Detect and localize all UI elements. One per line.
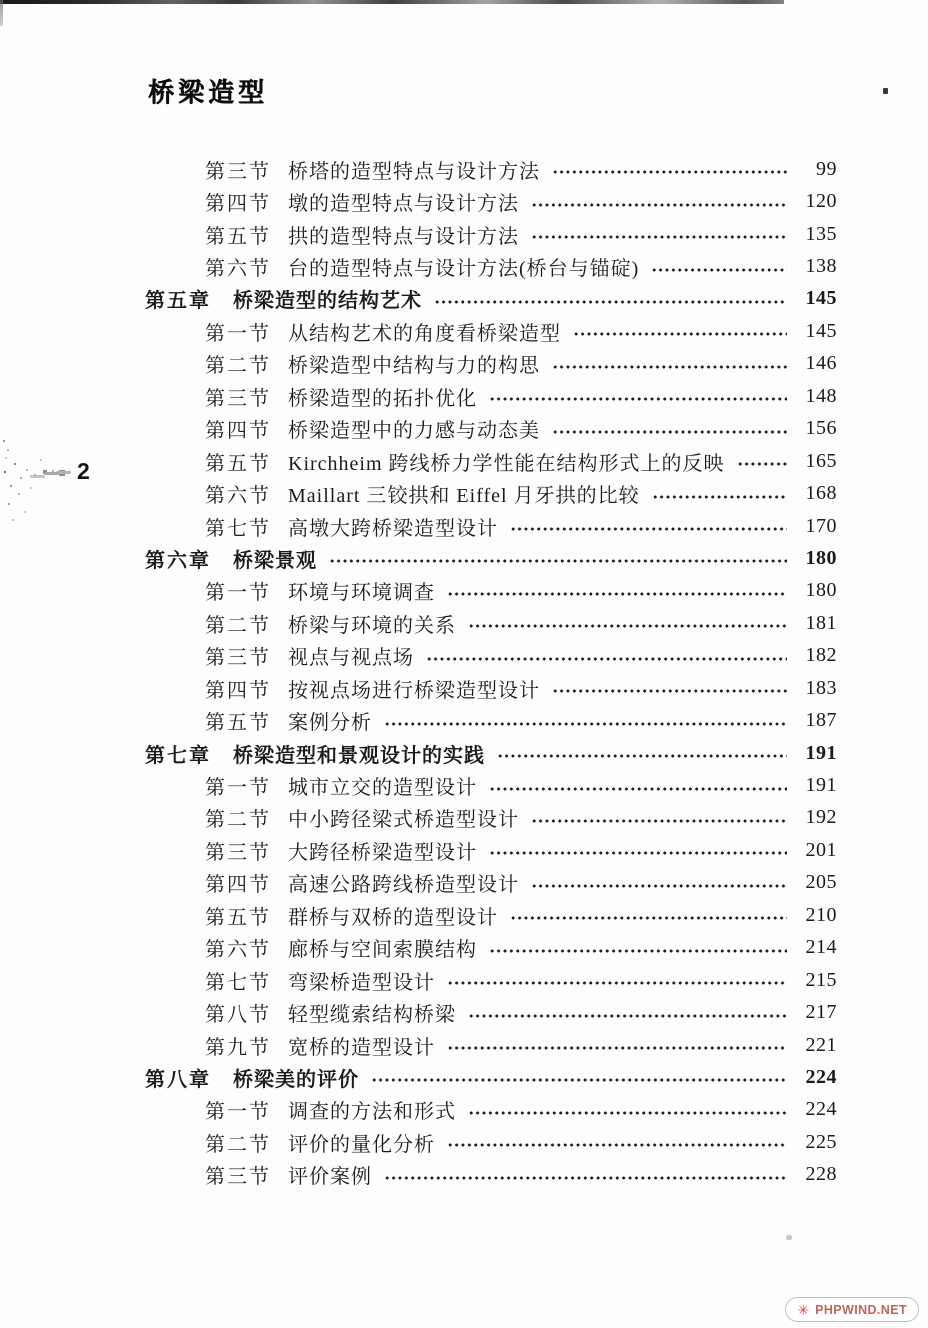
toc-entry-label: 第一节 — [205, 582, 271, 605]
toc-entry-label: 第二节 — [205, 355, 271, 378]
toc-entry-dot-leader — [489, 395, 787, 403]
toc-entry-page: 182 — [805, 644, 837, 667]
toc-entry — [145, 510, 837, 542]
toc-entry-page: 210 — [805, 903, 837, 926]
toc-entry — [145, 153, 837, 185]
toc-entry-label: 第二节 — [205, 614, 271, 637]
toc-entry-dot-leader — [552, 687, 787, 695]
scan-artifact-left-sliver — [0, 0, 3, 26]
toc-entry-label: 第四节 — [205, 193, 271, 216]
toc-entry-dot-leader — [531, 233, 787, 241]
toc-entry-page: 215 — [805, 968, 837, 991]
toc-entry-title: 桥梁造型和景观设计的实践 — [233, 744, 485, 767]
toc-entry-page: 191 — [805, 774, 837, 797]
toc-entry-page: 135 — [805, 222, 837, 245]
toc-entry-title: 桥梁美的评价 — [233, 1068, 359, 1091]
toc-entry-title: 桥梁景观 — [233, 549, 317, 572]
toc-entry-label: 第八节 — [205, 1004, 271, 1027]
toc-entry-page: 225 — [805, 1130, 837, 1153]
toc-entry-dot-leader — [468, 1012, 787, 1020]
scan-artifact-speckles — [3, 440, 5, 442]
toc-entry-label: 第六节 — [205, 258, 271, 281]
toc-entry-title: 廊桥与空间索膜结构 — [288, 939, 477, 962]
toc-entry-label: 第三节 — [205, 387, 271, 410]
toc-entry — [145, 737, 837, 769]
toc-entry-title: 环境与环境调查 — [288, 582, 435, 605]
toc-entry-page: 228 — [805, 1163, 837, 1186]
toc-entry-dot-leader — [652, 493, 787, 501]
toc-entry-title: 视点与视点场 — [288, 647, 414, 670]
toc-entry — [145, 1159, 837, 1191]
toc-entry-title: 高速公路跨线桥造型设计 — [288, 874, 519, 897]
toc-entry-title: 评价的量化分析 — [288, 1133, 435, 1156]
toc-entry — [145, 607, 837, 639]
toc-entry-dot-leader — [384, 720, 787, 728]
toc-entry — [145, 899, 837, 931]
toc-entry-page: 156 — [805, 417, 837, 440]
toc-entry — [145, 802, 837, 834]
toc-entry-dot-leader — [531, 201, 787, 209]
toc-entry-title: Maillart 三铰拱和 Eiffel 月牙拱的比较 — [288, 485, 640, 508]
toc-entry-page: 224 — [805, 1098, 837, 1121]
toc-entry — [145, 250, 837, 282]
toc-entry — [145, 867, 837, 899]
toc-entry-page: 217 — [805, 1001, 837, 1024]
toc-entry-dot-leader — [468, 622, 787, 630]
toc-entry — [145, 1061, 837, 1093]
toc-entry-dot-leader — [651, 266, 787, 274]
toc-entry-title: 城市立交的造型设计 — [288, 777, 477, 800]
toc-entry-title: 墩的造型特点与设计方法 — [288, 193, 519, 216]
toc-entry-label: 第六节 — [205, 485, 271, 508]
toc-entry-label: 第三节 — [205, 841, 271, 864]
toc-entry-title: 桥梁造型的结构艺术 — [233, 290, 422, 313]
toc-entry-dot-leader — [510, 525, 787, 533]
toc-entry-dot-leader — [447, 1044, 787, 1052]
toc-entry-dot-leader — [426, 655, 787, 663]
toc-entry — [145, 575, 837, 607]
toc-entry-title: 弯梁桥造型设计 — [288, 971, 435, 994]
toc-entry-label: 第一节 — [205, 322, 271, 345]
toc-entry-label: 第四节 — [205, 679, 271, 702]
toc-entry-dot-leader — [447, 590, 787, 598]
toc-entry-label: 第一节 — [205, 1101, 271, 1124]
toc-entry-label: 第五节 — [205, 906, 271, 929]
toc-entry-label: 第八章 — [145, 1068, 211, 1091]
toc-entry-label: 第一节 — [205, 777, 271, 800]
toc-entry-title: 群桥与双桥的造型设计 — [288, 906, 498, 929]
toc-entry-title: 高墩大跨桥梁造型设计 — [288, 517, 498, 540]
toc-entry-title: 宽桥的造型设计 — [288, 1036, 435, 1059]
toc-entry-title: 桥梁造型中结构与力的构思 — [288, 355, 540, 378]
toc-list — [145, 153, 837, 1191]
toc-entry-label: 第四节 — [205, 874, 271, 897]
toc-entry-dot-leader — [384, 1174, 787, 1182]
toc-entry-page: 145 — [805, 319, 837, 342]
toc-entry-title: 桥梁造型中的力感与动态美 — [288, 420, 540, 443]
toc-entry-title: 按视点场进行桥梁造型设计 — [288, 679, 540, 702]
toc-entry-page: 224 — [805, 1065, 837, 1088]
toc-entry — [145, 542, 837, 574]
scan-artifact-dash — [44, 472, 59, 475]
toc-entry-label: 第七章 — [145, 744, 211, 767]
toc-entry-page: 183 — [805, 676, 837, 699]
toc-entry — [145, 704, 837, 736]
toc-entry-title: 轻型缆索结构桥梁 — [288, 1004, 456, 1027]
toc-entry-title: 调查的方法和形式 — [288, 1101, 456, 1124]
toc-entry-dot-leader — [447, 979, 787, 987]
toc-entry-dot-leader — [489, 849, 787, 857]
toc-entry-title: 从结构艺术的角度看桥梁造型 — [288, 322, 561, 345]
toc-entry-page: 192 — [805, 806, 837, 829]
toc-entry-label: 第三节 — [205, 1166, 271, 1189]
toc-entry-label: 第二节 — [205, 809, 271, 832]
toc-entry-title: 评价案例 — [288, 1166, 372, 1189]
toc-entry-dot-leader — [552, 363, 787, 371]
toc-entry-page: 187 — [805, 709, 837, 732]
scan-artifact-dot — [883, 88, 888, 94]
toc-entry-dot-leader — [497, 752, 787, 760]
toc-entry-page: 214 — [805, 936, 837, 959]
toc-entry-label: 第九节 — [205, 1036, 271, 1059]
toc-entry — [145, 477, 837, 509]
toc-entry — [145, 218, 837, 250]
toc-entry — [145, 283, 837, 315]
book-title-header: 桥梁造型 — [148, 77, 269, 107]
toc-entry-dot-leader — [737, 460, 787, 468]
toc-entry-page: 146 — [805, 352, 837, 375]
toc-entry — [145, 964, 837, 996]
toc-entry — [145, 1126, 837, 1158]
toc-entry-page: 120 — [805, 190, 837, 213]
toc-entry-dot-leader — [468, 1109, 787, 1117]
toc-entry-label: 第三节 — [205, 160, 271, 183]
toc-entry — [145, 834, 837, 866]
toc-entry-page: 201 — [805, 838, 837, 861]
toc-entry-label: 第七节 — [205, 971, 271, 994]
toc-entry-title: 桥塔的造型特点与设计方法 — [288, 160, 540, 183]
toc-entry-title: 桥梁与环境的关系 — [288, 614, 456, 637]
toc-entry-dot-leader — [489, 785, 787, 793]
toc-entry — [145, 445, 837, 477]
toc-entry-page: 205 — [805, 871, 837, 894]
toc-entry-dot-leader — [552, 428, 787, 436]
toc-entry — [145, 769, 837, 801]
toc-entry-dot-leader — [329, 557, 787, 565]
toc-entry — [145, 996, 837, 1028]
margin-page-number: 2 — [77, 458, 90, 484]
toc-entry-dot-leader — [531, 817, 787, 825]
toc-entry-dot-leader — [573, 330, 787, 338]
toc-entry-title: 桥梁造型的拓扑优化 — [288, 387, 477, 410]
toc-entry-dot-leader — [552, 168, 787, 176]
toc-entry-dot-leader — [531, 882, 787, 890]
toc-entry — [145, 413, 837, 445]
toc-entry-label: 第五节 — [205, 225, 271, 248]
toc-entry-title: 台的造型特点与设计方法(桥台与锚碇) — [288, 258, 640, 281]
toc-entry-dot-leader — [434, 298, 787, 306]
scan-artifact-dot — [786, 1235, 792, 1240]
toc-entry-label: 第五节 — [205, 712, 271, 735]
toc-entry-page: 180 — [805, 546, 837, 569]
watermark-text: PHPWIND.NET — [815, 1302, 907, 1317]
toc-entry — [145, 348, 837, 380]
toc-entry-dot-leader — [489, 947, 787, 955]
toc-entry-page: 170 — [805, 514, 837, 537]
toc-entry-page: 180 — [805, 579, 837, 602]
toc-entry-page: 165 — [805, 449, 837, 472]
toc-entry-page: 168 — [805, 482, 837, 505]
toc-entry-label: 第六章 — [145, 549, 211, 572]
toc-entry-page: 191 — [805, 741, 837, 764]
toc-entry — [145, 672, 837, 704]
toc-entry-title: 拱的造型特点与设计方法 — [288, 225, 519, 248]
toc-entry-label: 第二节 — [205, 1133, 271, 1156]
toc-entry-page: 99 — [816, 157, 837, 180]
toc-entry-dot-leader — [447, 1141, 787, 1149]
toc-entry — [145, 640, 837, 672]
toc-entry-title: 大跨径桥梁造型设计 — [288, 841, 477, 864]
toc-entry-title: 中小跨径梁式桥造型设计 — [288, 809, 519, 832]
asterisk-icon: ✳ — [797, 1301, 810, 1318]
toc-entry-page: 221 — [805, 1033, 837, 1056]
toc-entry-dot-leader — [510, 914, 787, 922]
toc-entry — [145, 315, 837, 347]
toc-entry-label: 第六节 — [205, 939, 271, 962]
watermark-badge — [785, 1297, 919, 1322]
toc-entry — [145, 1029, 837, 1061]
toc-entry-page: 145 — [805, 287, 837, 310]
toc-entry — [145, 1094, 837, 1126]
toc-entry-label: 第五节 — [205, 452, 271, 475]
toc-entry-page: 181 — [805, 611, 837, 634]
toc-entry-label: 第七节 — [205, 517, 271, 540]
toc-entry-title: Kirchheim 跨线桥力学性能在结构形式上的反映 — [288, 452, 725, 475]
scan-artifact-top-bar — [0, 0, 784, 4]
toc-entry-label: 第三节 — [205, 647, 271, 670]
toc-entry-label: 第四节 — [205, 420, 271, 443]
toc-entry-page: 138 — [805, 255, 837, 278]
toc-entry-title: 案例分析 — [288, 712, 372, 735]
toc-entry-dot-leader — [371, 1076, 787, 1084]
toc-entry — [145, 380, 837, 412]
toc-entry-page: 148 — [805, 384, 837, 407]
toc-entry — [145, 185, 837, 217]
toc-entry — [145, 932, 837, 964]
toc-entry-label: 第五章 — [145, 290, 211, 313]
